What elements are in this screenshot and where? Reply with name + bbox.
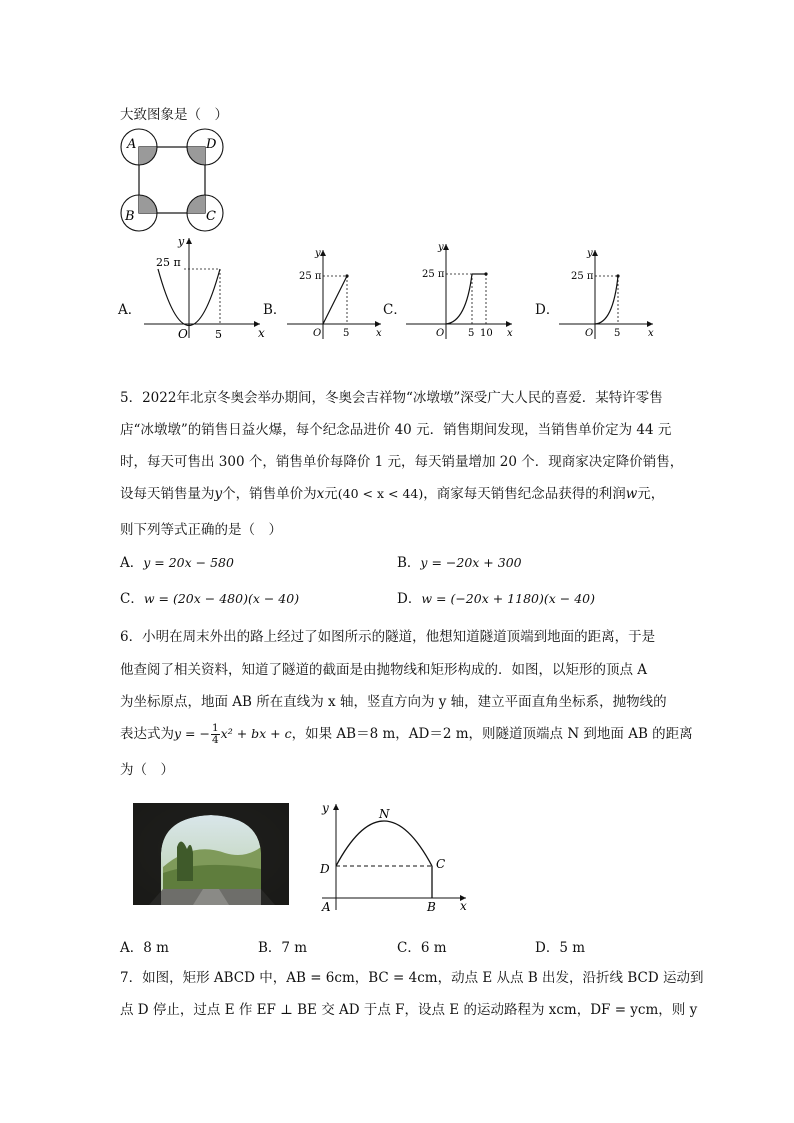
q5-var-w: w	[625, 486, 638, 502]
q5-range: (40 < x < 44)	[337, 486, 424, 501]
tunnel-photo	[133, 803, 289, 905]
parabola-arch	[336, 821, 432, 866]
label-a: A	[127, 137, 137, 152]
q7-line-2: 点 D 停止，过点 E 作 EF ⊥ BE 交 AD 于点 F，设点 E 的运动路程为 xcm，DF = ycm，则 y	[120, 1002, 698, 1018]
q6-tunnel-diagram	[312, 798, 477, 914]
x-label: x	[258, 326, 265, 340]
q4-option-a-graph	[142, 232, 268, 342]
x-tick-5: 5	[215, 328, 222, 341]
q6-frac-num: 1	[211, 722, 219, 734]
q5-var-y: y	[214, 486, 223, 502]
q6-formula-post: x² + bx + c	[220, 726, 292, 741]
q7-line-1: 7．如图，矩形 ABCD 中，AB = 6cm，BC = 4cm，动点 E 从点 B 出发，沿折线 BCD 运动到	[120, 970, 704, 986]
q6-line-4-b: ，如果 AB＝8 m，AD＝2 m，则隧道顶端点 N 到地面 AB 的距离	[291, 726, 693, 742]
q5-line-4-d: ，商家每天销售纪念品获得的利润	[423, 486, 626, 502]
origin-label: O	[178, 327, 188, 341]
label-b: B	[125, 209, 135, 224]
y-arrow	[592, 250, 598, 256]
label-x: x	[460, 899, 467, 913]
q5-line-4-e: 元，	[637, 486, 665, 502]
top-label: 25 π	[299, 271, 322, 282]
origin-label: O	[313, 328, 322, 339]
y-arrow	[333, 804, 339, 810]
y-arrow	[320, 250, 326, 256]
top-label: 25 π	[422, 269, 445, 280]
y-label: y	[315, 248, 321, 259]
x-label: x	[376, 328, 382, 339]
q6-formula-pre: y = −	[174, 726, 210, 741]
q6-option-b-value: 7 m	[281, 940, 308, 956]
q5-line-5: 则下列等式正确的是（ ）	[120, 522, 282, 538]
y-label: y	[178, 235, 185, 248]
q6-line-1: 6．小明在周末外出的路上经过了如图所示的隧道，他想知道隧道顶端到地面的距离，于是	[120, 629, 656, 645]
q5-line-4	[120, 482, 664, 502]
x-arrow	[647, 321, 653, 327]
label-c: C	[206, 209, 216, 224]
label-b: B	[427, 900, 436, 914]
q4-option-c-graph	[404, 238, 519, 344]
x-arrow	[375, 321, 381, 327]
q6-fraction	[211, 723, 220, 746]
origin-label: O	[585, 328, 594, 339]
label-d: D	[206, 137, 217, 152]
tunnel-photo-drawing	[133, 803, 289, 905]
q5-option-c-letter: C．	[120, 591, 144, 607]
curve-rise	[595, 276, 618, 324]
x-arrow	[506, 321, 512, 327]
q6-option-d-value: 5 m	[559, 940, 586, 956]
y-label: y	[438, 242, 444, 253]
q4-option-d-letter: D．	[535, 302, 560, 318]
q5-option-d	[397, 587, 595, 607]
q4-option-a-letter: A．	[118, 302, 142, 318]
q5-option-b	[397, 551, 522, 571]
linear-segment	[323, 276, 347, 324]
q6-line-2: 他查阅了相关资料，知道了隧道的截面是由抛物线和矩形构成的．如图，以矩形的顶点 A	[120, 662, 648, 678]
q5-option-d-expr: w = (−20x + 1180)(x − 40)	[421, 591, 595, 606]
q5-option-b-expr: y = −20x + 300	[420, 555, 522, 570]
q4-option-b-letter: B．	[263, 302, 287, 318]
y-arrow	[443, 244, 449, 250]
x-tick-10: 10	[480, 328, 493, 339]
top-label: 25 π	[156, 256, 181, 269]
q5-option-a-letter: A．	[120, 555, 144, 571]
q4-option-d-graph	[557, 244, 657, 344]
q6-line-5: 为（ ）	[120, 762, 174, 778]
q5-line-3: 时，每天可售出 300 个，销售单价每降价 1 元，每天销量增加 20 个．现商家决定降价销售，	[120, 454, 684, 470]
q6-option-b	[258, 936, 307, 956]
q4-option-c-letter: C．	[383, 302, 407, 318]
q6-line-4-a: 表达式为	[120, 726, 174, 742]
x-tick-5: 5	[614, 328, 621, 339]
q6-line-4	[120, 722, 693, 746]
q5-option-a	[120, 551, 234, 571]
q4-option-b-graph	[285, 244, 385, 344]
q5-option-c	[120, 587, 299, 607]
q6-line-3: 为坐标原点，地面 AB 所在直线为 x 轴，竖直方向为 y 轴，建立平面直角坐标系，抛物线的	[120, 694, 667, 710]
label-d: D	[320, 862, 330, 876]
q6-option-c-letter: C．	[397, 940, 421, 956]
label-c: C	[436, 857, 446, 871]
curve-rise	[446, 274, 472, 324]
q6-option-d-letter: D．	[535, 940, 560, 956]
label-n: N	[379, 807, 390, 821]
q6-option-c-value: 6 m	[420, 940, 447, 956]
q6-frac-den: 4	[211, 734, 219, 746]
q5-option-a-expr: y = 20x − 580	[143, 555, 234, 570]
q5-var-x: x	[316, 486, 325, 502]
label-y: y	[322, 801, 329, 815]
q4-square-circles-figure	[118, 126, 228, 232]
q4-stem-end: 大致图象是（ ）	[120, 107, 228, 123]
q6-option-c	[397, 936, 447, 956]
x-label: x	[507, 328, 513, 339]
x-label: x	[648, 328, 654, 339]
q6-option-b-letter: B．	[258, 940, 282, 956]
origin-label: O	[436, 328, 445, 339]
q5-line-4-c: 元	[324, 486, 338, 502]
q5-line-4-b: 个，销售单价为	[222, 486, 317, 502]
x-tick-5: 5	[343, 328, 350, 339]
q5-line-2: 店“冰墩墩”的销售日益火爆，每个纪念品进价 40 元．销售期间发现，当销售单价定为 44 元	[120, 422, 672, 438]
q6-option-d	[535, 936, 585, 956]
q5-option-d-letter: D．	[397, 591, 422, 607]
q6-option-a	[120, 936, 169, 956]
x-tick-5: 5	[468, 328, 475, 339]
q5-line-1: 5．2022年北京冬奥会举办期间，冬奥会吉祥物“冰墩墩”深受广大人民的喜爱．某特许零售	[120, 390, 663, 406]
q5-option-b-letter: B．	[397, 555, 421, 571]
label-a: A	[322, 900, 331, 914]
q6-option-a-value: 8 m	[143, 940, 169, 956]
y-label: y	[587, 248, 593, 259]
q5-option-c-expr: w = (20x − 480)(x − 40)	[143, 591, 300, 606]
q6-option-a-letter: A．	[120, 940, 144, 956]
top-label: 25 π	[571, 271, 594, 282]
y-arrow	[186, 238, 192, 244]
q5-line-4-a: 设每天销售量为	[120, 486, 215, 502]
